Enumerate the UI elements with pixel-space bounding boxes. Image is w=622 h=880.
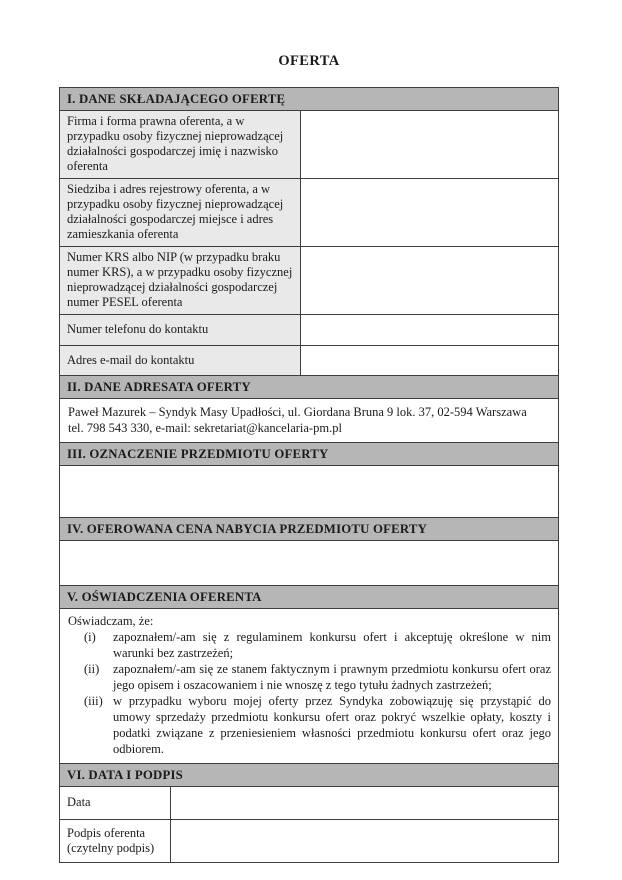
row-podpis <box>60 820 558 862</box>
declarations-intro: Oświadczam, że: <box>68 614 154 628</box>
input-krs-nip-pesel[interactable] <box>301 247 558 314</box>
label-podpis: Podpis oferenta (czytelny podpis) <box>60 820 171 862</box>
section-5-header: V. OŚWIADCZENIA OFERENTA <box>60 586 558 609</box>
label-siedziba-adres: Siedziba i adres rejestrowy oferenta, a w przypadku osoby fizycznej nieprowadzącej działalności gospodarczej miejsce i adres zamieszkania oferenta <box>60 179 301 246</box>
declaration-marker-3: (iii) <box>84 694 103 708</box>
row-krs-nip-pesel <box>60 247 558 315</box>
section-3-header: III. OZNACZENIE PRZEDMIOTU OFERTY <box>60 443 558 466</box>
row-firma-prawna <box>60 111 558 179</box>
input-podpis[interactable] <box>171 820 558 862</box>
section-2-header: II. DANE ADRESATA OFERTY <box>60 376 558 399</box>
label-firma-prawna: Firma i forma prawna oferenta, a w przypadku osoby fizycznej nieprowadzącej działalności gospodarczej imię i nazwisko oferenta <box>60 111 301 178</box>
input-telefon[interactable] <box>301 315 558 345</box>
input-przedmiot-oferty[interactable] <box>60 466 558 518</box>
offer-form <box>59 87 559 863</box>
addressee-info <box>60 399 558 443</box>
row-telefon <box>60 315 558 346</box>
declaration-item-1 <box>60 629 558 661</box>
document-title: OFERTA <box>278 53 340 69</box>
declaration-text-3: w przypadku wyboru mojej oferty przez Syndyka zobowiązuję się przystąpić do umowy sprzedaży przedmiotu konkursu ofert oraz pokryć wszelkie opłaty, koszty i podatki związane z przeniesieniem własności przedmiotu konkursu ofert oraz jego odbiorem. <box>113 694 551 756</box>
row-data <box>60 787 558 820</box>
section-1-header: I. DANE SKŁADAJĄCEGO OFERTĘ <box>60 88 558 111</box>
row-siedziba-adres <box>60 179 558 247</box>
section-4-header: IV. OFEROWANA CENA NABYCIA PRZEDMIOTU OFERTY <box>60 518 558 541</box>
input-siedziba-adres[interactable] <box>301 179 558 246</box>
declaration-item-2 <box>60 661 558 693</box>
label-telefon: Numer telefonu do kontaktu <box>60 315 301 345</box>
document-body <box>59 53 559 863</box>
declaration-text-1: zapoznałem/-am się z regulaminem konkursu ofert i akceptuję określone w nim warunki bez zastrzeżeń; <box>113 630 551 660</box>
row-email <box>60 346 558 376</box>
input-data[interactable] <box>171 787 558 819</box>
input-email[interactable] <box>301 346 558 375</box>
declaration-item-3 <box>60 693 558 757</box>
addressee-line-1: Paweł Mazurek – Syndyk Masy Upadłości, ul. Giordana Bruna 9 lok. 37, 02-594 Warszawa <box>68 405 527 419</box>
label-krs-nip-pesel: Numer KRS albo NIP (w przypadku braku numer KRS), a w przypadku osoby fizycznej nieprowadzącej działalności gospodarczej numer PESEL oferenta <box>60 247 301 314</box>
section-6-header: VI. DATA I PODPIS <box>60 764 558 787</box>
declarations <box>60 609 558 764</box>
declaration-marker-1: (i) <box>84 630 96 644</box>
input-cena-nabycia[interactable] <box>60 541 558 586</box>
declaration-text-2: zapoznałem/-am się ze stanem faktycznym i prawnym przedmiotu konkursu ofert oraz jego opisem i oszacowaniem i nie wnoszę z tego tytułu żadnych zastrzeżeń; <box>113 662 551 692</box>
addressee-line-2: tel. 798 543 330, e-mail: sekretariat@kancelaria-pm.pl <box>68 421 342 435</box>
label-email: Adres e-mail do kontaktu <box>60 346 301 375</box>
input-firma-prawna[interactable] <box>301 111 558 178</box>
declaration-marker-2: (ii) <box>84 662 100 676</box>
label-data: Data <box>60 787 171 819</box>
